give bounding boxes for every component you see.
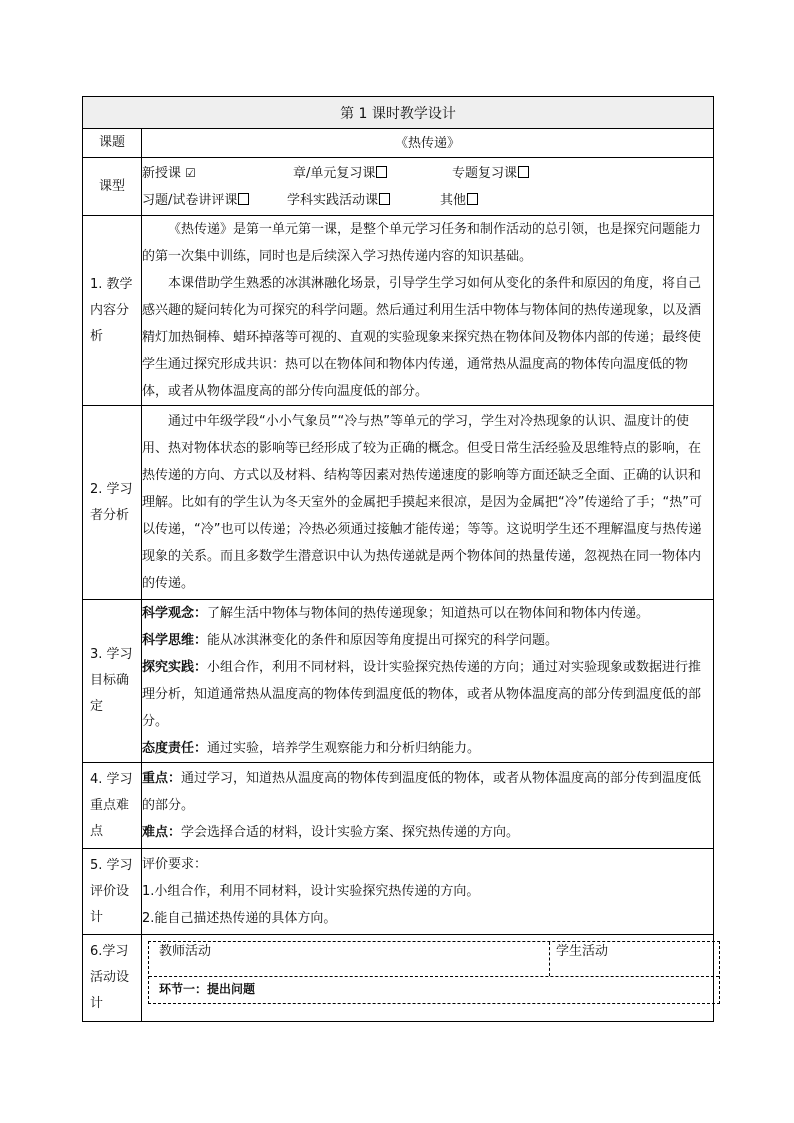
- type-option-topic-review: 专题复习课: [452, 160, 529, 187]
- topic-value: 《热传递》: [142, 129, 714, 158]
- evaluation-text: 评价要求： 1.小组合作，利用不同材料，设计实验探究热传递的方向。 2.能自己描述热传递的具体方向。: [142, 849, 714, 935]
- learning-goals-row: [83, 600, 714, 763]
- segment-one-heading: 环节一：提出问题: [159, 982, 256, 996]
- learning-goals-text: 科学观念：了解生活中物体与物体间的热传递现象；知道热可以在物体间和物体内传递。 科学思维：能从冰淇淋变化的条件和原因等角度提出可探究的科学问题。 探究实践：小组合作，利用不同材料，设计实验探究热传递的方向；通过对实验现象或数据进行推理分析，知道通常热从温度高的物体传到温度低的物体，或者从物体温度高的部分传到温度低的部分。 态度责任：通过实验，培养学生观察能力和分析归纳能力。: [142, 600, 714, 763]
- teacher-activity-header: 教师活动: [149, 942, 550, 976]
- content-analysis-text: 《热传递》是第一单元第一课，是整个单元学习任务和制作活动的总引领，也是探究问题能力的第一次集中训练，同时也是后续深入学习热传递内容的知识基础。 本课借助学生熟悉的冰淇淋融化场景，引导学生学习如何从变化的条件和原因的角度，将自己感兴趣的疑问转化为可探究的科学问题。然后通过利用生活中物体与物体间的热传递现象，以及酒精灯加热铜棒、蜡环掉落等可视的、直观的实验现象来探究热在物体间及物体内部的传递；最终使学生通过探究形成共识：热可以在物体间和物体内传递，通常热从温度高的物体传向温度低的物体，或者从物体温度高的部分传向温度低的部分。: [142, 216, 714, 406]
- type-row: [83, 158, 714, 216]
- learner-analysis-row: [83, 406, 714, 600]
- evaluation-row: [83, 849, 714, 935]
- lesson-design-table: [82, 96, 714, 1022]
- activity-table: [148, 941, 720, 1004]
- type-option-practice: 学科实践活动课: [287, 187, 440, 214]
- topic-label: 课题: [83, 129, 142, 158]
- topic-row: [83, 129, 714, 158]
- evaluation-label: 5. 学习评价设计: [83, 849, 142, 935]
- learner-analysis-text: 通过中年级学段“小小气象员”“冷与热”等单元的学习，学生对冷热现象的认识、温度计的使用、热对物体状态的影响等已经形成了较为正确的概念。但受日常生活经验及思维特点的影响，在热传递的方向、方式以及材料、结构等因素对热传递速度的影响等方面还缺乏全面、正确的认识和理解。比如有的学生认为冬天室外的金属把手摸起来很凉，是因为金属把“冷”传递给了手；“热”可以传递，“冷”也可以传递；冷热必须通过接触才能传递；等等。这说明学生还不理解温度与热传递现象的关系。而且多数学生潜意识中认为热传递就是两个物体间的热量传递，忽视热在同一物体内的传递。: [142, 406, 714, 600]
- type-option-new: 新授课 ☑: [142, 160, 293, 187]
- type-option-other: 其他: [440, 187, 478, 214]
- checkbox-icon: [518, 166, 529, 178]
- table-title: 第 1 课时教学设计: [83, 97, 714, 129]
- learner-analysis-label: 2. 学习者分析: [83, 406, 142, 600]
- learning-goals-label: 3. 学习目标确定: [83, 600, 142, 763]
- activity-cell: [142, 935, 714, 1022]
- content-analysis-label: 1. 教学内容分析: [83, 216, 142, 406]
- type-option-exercise: 习题/试卷讲评课: [142, 187, 287, 214]
- checkbox-icon: [376, 166, 387, 178]
- activity-row: [83, 935, 714, 1022]
- student-activity-header: 学生活动: [556, 944, 609, 959]
- type-option-unit-review: 章/单元复习课: [293, 160, 452, 187]
- checked-box-icon: ☑: [185, 165, 196, 180]
- title-row: [83, 97, 714, 129]
- key-points-text: 重点：通过学习，知道热从温度高的物体传到温度低的物体，或者从物体温度高的部分传到温度低的部分。 难点：学会选择合适的材料，设计实验方案、探究热传递的方向。: [142, 763, 714, 849]
- key-points-label: 4. 学习重点难点: [83, 763, 142, 849]
- checkbox-icon: [379, 193, 390, 205]
- checkbox-icon: [238, 193, 249, 205]
- content-analysis-row: [83, 216, 714, 406]
- activity-label: 6.学习活动设计: [83, 935, 142, 1022]
- type-label: 课型: [83, 158, 142, 216]
- key-points-row: [83, 763, 714, 849]
- type-options: [142, 158, 714, 216]
- checkbox-icon: [467, 193, 478, 205]
